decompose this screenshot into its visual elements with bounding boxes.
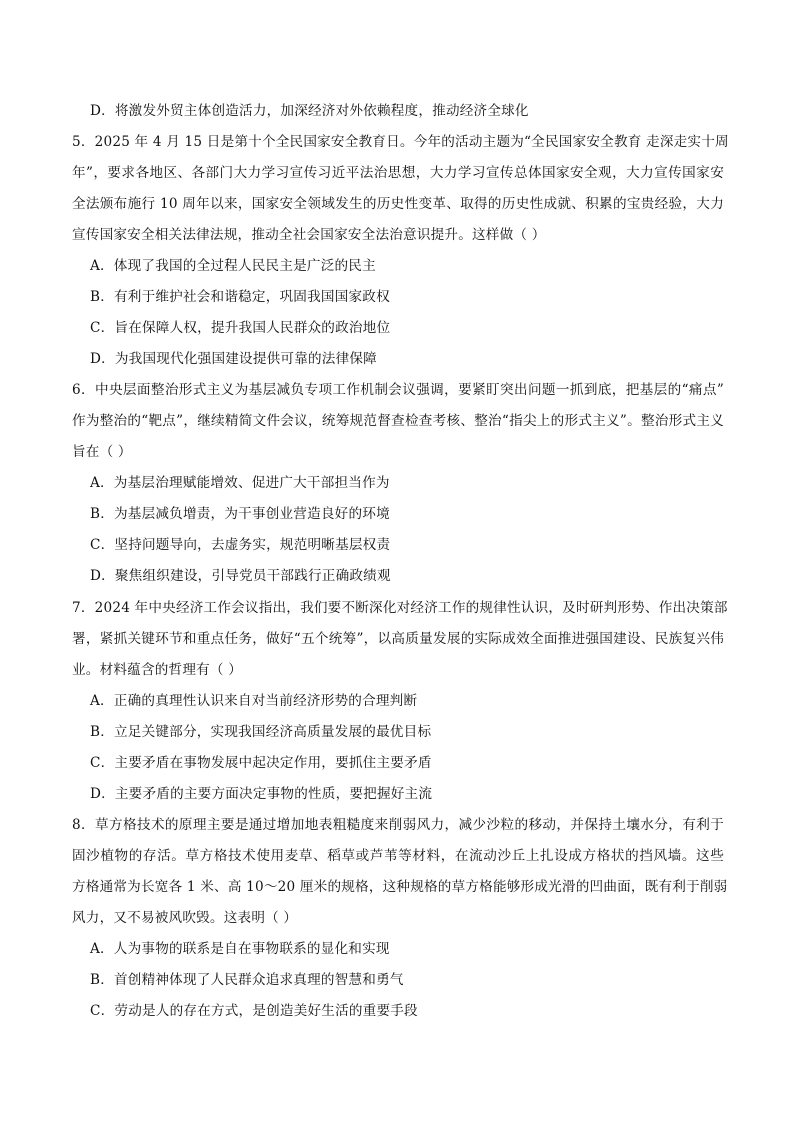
- q6-stem-line: 6．中央层面整治形式主义为基层减负专项工作机制会议强调，要紧盯突出问题一抓到底，把基层的“痛点”: [72, 382, 724, 398]
- q7-stem-line: 署，紧抓关键环节和重点任务，做好“五个统筹”，以高质量发展的实际成效全面推进强国建设、民族复兴伟: [72, 631, 724, 647]
- q5-option-d: D．为我国现代化强国建设提供可靠的法律保障: [90, 351, 377, 367]
- q8-option-c: C．劳动是人的存在方式，是创造美好生活的重要手段: [90, 1003, 418, 1019]
- q5-option-b: B．有利于维护社会和谐稳定，巩固我国国家政权: [90, 289, 390, 305]
- q6-option-b: B．为基层减负增责，为干事创业营造良好的环境: [90, 506, 390, 522]
- q7-stem-line: 业。材料蕴含的哲理有（ ）: [72, 662, 243, 678]
- q7-option-a: A．正确的真理性认识来自对当前经济形势的合理判断: [90, 693, 418, 709]
- q6-option-a: A．为基层治理赋能增效、促进广大干部担当作为: [90, 475, 390, 491]
- q5-stem-line: 全法颁布施行 10 周年以来，国家安全领域发生的历史性变革、取得的历史性成就、积累的宝贵经验，大力: [72, 196, 724, 212]
- q7-stem-line: 7．2024 年中央经济工作会议指出，我们要不断深化对经济工作的规律性认识，及时研判形势、作出决策部: [72, 600, 728, 616]
- q6-option-d: D．聚焦组织建设，引导党员干部践行正确政绩观: [90, 568, 391, 584]
- q8-option-b: B．首创精神体现了人民群众追求真理的智慧和勇气: [90, 972, 404, 988]
- q8-stem-line: 方格通常为长宽各 1 米、高 10～20 厘米的规格，这种规格的草方格能够形成光滑的凹曲面，既有利于削弱: [72, 879, 728, 895]
- q7-option-b: B．立足关键部分，实现我国经济高质量发展的最优目标: [90, 724, 432, 740]
- q5-stem-line: 宣传国家安全相关法律法规，推动全社会国家安全法治意识提升。这样做（ ）: [72, 227, 546, 243]
- q8-option-a: A．人为事物的联系是自在事物联系的显化和实现: [90, 941, 390, 957]
- q5-stem-line: 年”，要求各地区、各部门大力学习宣传习近平法治思想，大力学习宣传总体国家安全观，大力宣传国家安: [72, 165, 724, 181]
- q5-stem-line: 5．2025 年 4 月 15 日是第十个全民国家安全教育日。今年的活动主题为“全民国家安全教育 走深走实十周: [72, 134, 729, 150]
- q5-option-c: C．旨在保障人权，提升我国人民群众的政治地位: [90, 320, 391, 336]
- q6-option-c: C．坚持问题导向，去虚务实，规范明晰基层权责: [90, 537, 391, 553]
- q6-stem-line: 作为整治的“靶点”，继续精简文件会议，统筹规范督查检查考核、整治“指尖上的形式主义”。整治形式主义: [72, 413, 724, 429]
- q4-option-d: D．将激发外贸主体创造活力，加深经济对外依赖程度，推动经济全球化: [90, 103, 529, 119]
- q7-option-d: D．主要矛盾的主要方面决定事物的性质，要把握好主流: [90, 786, 433, 802]
- q5-option-a: A．体现了我国的全过程人民民主是广泛的民主: [90, 258, 376, 274]
- q8-stem-line: 8．草方格技术的原理主要是通过增加地表粗糙度来削弱风力，减少沙粒的移动，并保持土壤水分，有利于: [72, 817, 724, 833]
- q8-stem-line: 固沙植物的存活。草方格技术使用麦草、稻草或芦苇等材料，在流动沙丘上扎设成方格状的挡风墙。这些: [72, 848, 724, 864]
- q6-stem-line: 旨在（ ）: [72, 444, 132, 460]
- q7-option-c: C．主要矛盾在事物发展中起决定作用，要抓住主要矛盾: [90, 755, 432, 771]
- q8-stem-line: 风力，又不易被风吹毁。这表明（ ）: [72, 910, 298, 926]
